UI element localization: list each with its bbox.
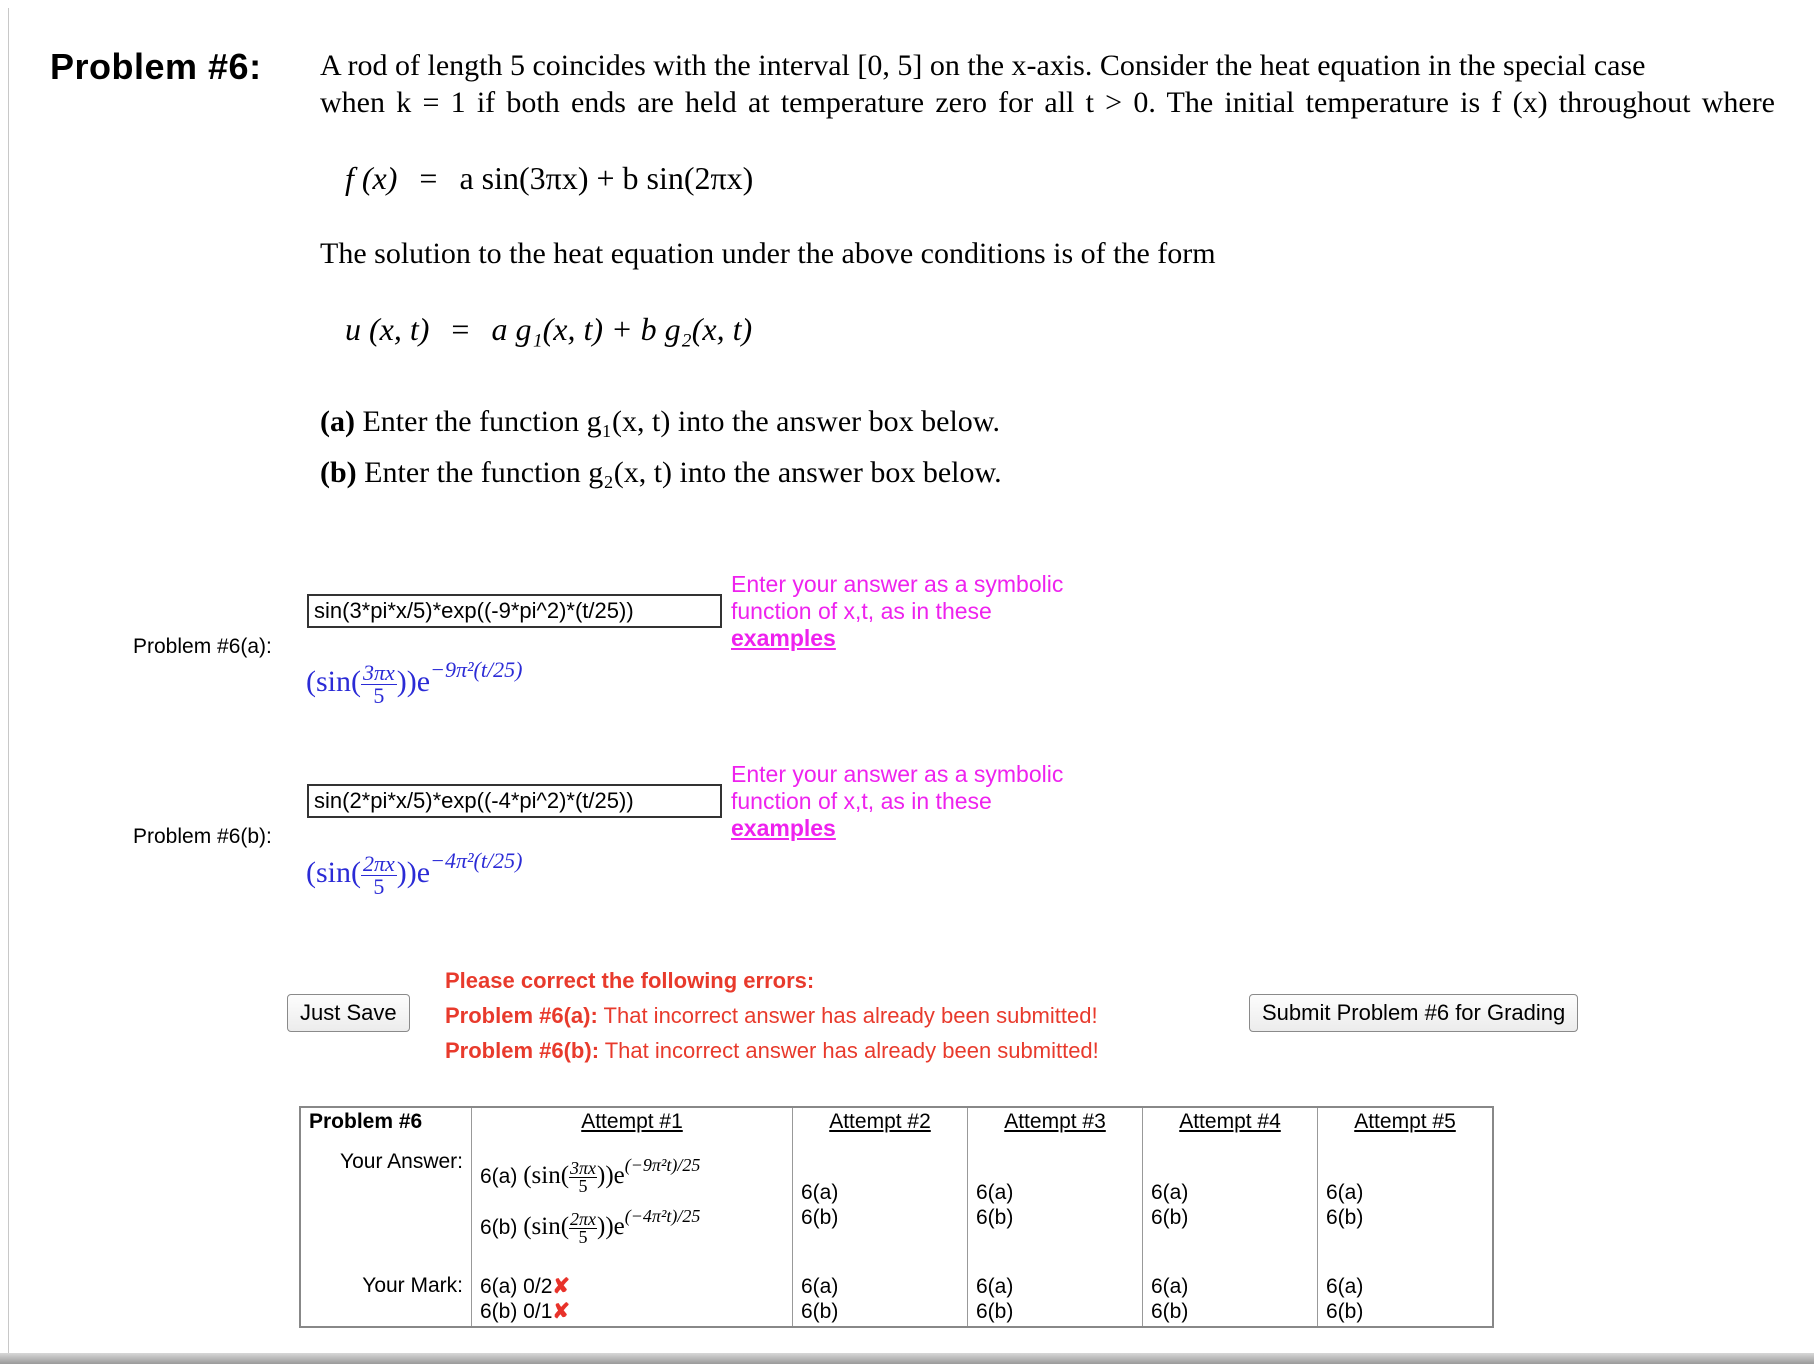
attempt-5-answer-b: 6(b) [1326,1206,1364,1229]
your-mark-label: Your Mark: [362,1274,463,1297]
part-a-text: Enter the function g₁(x, t) into the answer box below. [362,405,1000,438]
error-item-b [445,1038,1099,1063]
attempt-2-mark-b: 6(b) [801,1300,839,1323]
attempt-4-answer-b: 6(b) [1151,1206,1189,1229]
answer-a-label: Problem #6(a): [133,635,272,658]
attempt-2-answer-a: 6(a) [801,1181,839,1204]
attempt-1-answer-a-num: 3πx [570,1157,597,1178]
wrong-x-icon: ✘ [552,1275,570,1298]
your-answer-row [300,1148,1493,1272]
attempt-2-answer-b: 6(b) [801,1206,839,1229]
part-b-label: (b) [320,456,357,489]
attempt-5-mark [1318,1272,1494,1327]
table-header-attempt-2 [793,1107,968,1148]
attempt-2-link[interactable]: Attempt #2 [829,1110,931,1133]
answer-b-hint-text: Enter your answer as a symbolic function of x,t, as in these [731,761,1064,814]
window-bottom-edge [0,1353,1814,1364]
preview-b-den: 5 [373,873,385,899]
attempt-1-answer-a-fraction [569,1157,597,1196]
preview-b-prefix: (sin( [306,856,361,889]
attempt-1-answer-a-prefix: 6(a) [480,1165,524,1188]
answer-b-input[interactable] [307,784,722,818]
attempt-1-answer-b-prefix: 6(b) [480,1215,524,1239]
attempt-1-answer-a-den: 5 [578,1175,588,1196]
attempt-1-mark-b-text: 6(b) 0/1 [480,1300,553,1323]
eq1-rhs: a sin(3πx) + b sin(2πx) [459,160,754,196]
error-b-label: Problem #6(b): [445,1038,600,1063]
attempt-5-answer [1318,1148,1494,1272]
answer-b-examples-link[interactable]: examples [731,815,836,841]
attempt-1-answer-a [480,1152,784,1195]
wrong-x-icon: ✘ [552,1300,570,1323]
error-title: Please correct the following errors: [445,968,815,993]
preview-b-mid: ))e [396,856,431,889]
answer-a-hint-text: Enter your answer as a symbolic function of x,t, as in these [731,571,1064,624]
error-messages [445,963,1099,1068]
error-a-label: Problem #6(a): [445,1003,598,1028]
part-b-instruction [320,456,1002,490]
error-b-text: That incorrect answer has already been submitted! [599,1038,1099,1063]
preview-a-num: 3πx [363,659,395,685]
eq1-lhs: f (x) [345,160,398,196]
solution-form-equation: u (x, t) = a g₁(x, t) + b g₂(x, t) [345,311,753,347]
preview-b-fraction [361,850,397,899]
error-item-a [445,1003,1098,1028]
attempt-2-mark [793,1272,968,1327]
eq2-rhs: a g₁(x, t) + b g₂(x, t) [491,311,753,347]
answer-b-hint [731,761,1131,842]
preview-a-mid: ))e [396,665,431,698]
attempt-4-answer-a: 6(a) [1151,1181,1189,1204]
error-a-text: That incorrect answer has already been submitted! [597,1003,1098,1028]
attempt-1-mark-b [480,1299,784,1324]
table-header-attempt-5 [1318,1107,1494,1148]
your-mark-row [300,1272,1493,1327]
attempt-1-answer-a-mid: ))e [597,1162,625,1189]
attempt-4-link[interactable]: Attempt #4 [1179,1110,1281,1133]
answer-b-label: Problem #6(b): [133,825,272,848]
attempt-1-answer-b-mid: ))e [597,1212,625,1240]
problem-statement [320,47,1775,121]
initial-condition-equation: f (x) = a sin(3πx) + b sin(2πx) [345,160,754,196]
preview-a-exponent: −9π²(t/25) [430,657,523,682]
preview-a-prefix: (sin( [306,665,361,698]
attempt-4-mark-a: 6(a) [1151,1275,1189,1298]
answer-b-preview [306,848,522,898]
statement-line-2: when k = 1 if both ends are held at temperature zero for all t > 0. The initial temperature is f (x) throughout where [320,86,1775,119]
answer-a-examples-link[interactable]: examples [731,625,836,651]
attempt-1-mark [472,1272,793,1327]
answer-a-input[interactable] [307,594,722,628]
attempt-5-mark-a: 6(a) [1326,1275,1364,1298]
attempt-1-link[interactable]: Attempt #1 [581,1110,683,1133]
attempt-1-answer-b-num: 2πx [570,1208,597,1229]
preview-a-den: 5 [373,682,385,708]
attempts-table [299,1106,1494,1328]
preview-b-exponent: −4π²(t/25) [430,848,523,873]
part-b-text: Enter the function g₂(x, t) into the answer box below. [364,456,1002,489]
attempt-1-answer-b-exponent: (−4π²t)/25 [624,1205,701,1226]
part-a-instruction [320,405,1000,439]
attempt-4-mark [1143,1272,1318,1327]
statement-line-1: A rod of length 5 coincides with the interval [0, 5] on the x-axis. Consider the heat equation in the special case [320,49,1646,82]
attempt-2-answer [793,1148,968,1272]
table-header-problem: Problem #6 [309,1110,423,1133]
submit-for-grading-button[interactable]: Submit Problem #6 for Grading [1249,994,1578,1032]
just-save-button[interactable]: Just Save [287,994,410,1032]
attempt-1-answer-a-exponent: (−9π²t)/25 [624,1155,701,1175]
table-header-attempt-4 [1143,1107,1318,1148]
attempt-4-mark-b: 6(b) [1151,1300,1189,1323]
answer-a-preview [306,657,522,707]
attempt-1-answer-a-pre: (sin( [523,1162,570,1189]
attempt-5-mark-b: 6(b) [1326,1300,1364,1323]
eq2-lhs: u (x, t) [345,311,430,347]
attempt-2-mark-a: 6(a) [801,1275,839,1298]
attempt-3-mark-a: 6(a) [976,1275,1014,1298]
attempt-1-mark-a [480,1274,784,1299]
attempt-3-mark [968,1272,1143,1327]
table-header-attempt-3 [968,1107,1143,1148]
attempt-3-answer [968,1148,1143,1272]
your-answer-label: Your Answer: [340,1150,463,1173]
part-a-label: (a) [320,405,355,438]
attempt-3-link[interactable]: Attempt #3 [1004,1110,1106,1133]
solution-text: The solution to the heat equation under the above conditions is of the form [320,237,1216,270]
attempt-4-answer [1143,1148,1318,1272]
attempts-header-row [300,1107,1493,1148]
attempt-1-answer [472,1148,793,1272]
attempt-5-answer-a: 6(a) [1326,1181,1364,1204]
attempt-1-answer-b-den: 5 [578,1226,588,1247]
problem-heading: Problem #6: [50,46,262,87]
table-header-attempt-1 [472,1107,793,1148]
attempt-3-answer-b: 6(b) [976,1206,1014,1229]
attempt-1-answer-b [480,1203,784,1246]
attempt-5-link[interactable]: Attempt #5 [1354,1110,1456,1133]
attempt-3-answer-a: 6(a) [976,1181,1014,1204]
attempt-3-mark-b: 6(b) [976,1300,1014,1323]
attempt-1-answer-b-pre: (sin( [523,1212,570,1240]
preview-b-num: 2πx [363,850,395,876]
answer-a-hint [731,571,1131,652]
attempt-1-answer-b-fraction [569,1208,597,1247]
attempt-1-mark-a-text: 6(a) 0/2 [480,1275,553,1298]
preview-a-fraction [361,659,397,708]
